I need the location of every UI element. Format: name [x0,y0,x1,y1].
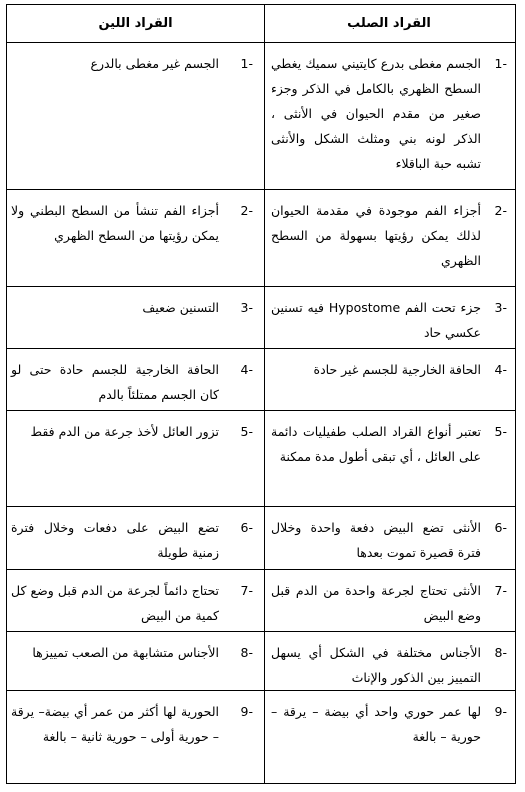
hard-text: الحافة الخارجية للجسم غير حادة [313,362,481,377]
row-number: 4- [494,362,507,377]
table-row [7,190,515,287]
hard-text: أجزاء الفم موجودة في مقدمة الحيوان لذلك يمكن رؤيتها بسهولة من السطح الظهري [271,203,481,268]
row-number: 7- [494,583,507,598]
hard-text: الأنثى تضع البيض دفعة واحدة وخلال فترة قصيرة تموت بعدها [271,520,481,560]
soft-text: الأجناس متشابهة من الصعب تمييزها [32,645,219,660]
table-row [7,570,515,632]
row-number: 2- [240,203,253,218]
hard-cell [263,349,515,410]
row-number: 6- [240,520,253,535]
hard-cell [263,43,515,189]
soft-cell [7,411,259,506]
hard-cell [263,632,515,690]
row-number: 1- [494,56,507,71]
table-row [7,691,515,783]
hard-cell [263,287,515,348]
soft-cell [7,507,259,569]
row-number: 3- [240,300,253,315]
soft-text: تزور العائل لأخذ جرعة من الدم فقط [30,424,219,439]
header-soft-ticks: القراد اللين [98,16,173,31]
soft-text: التسنين ضعيف [142,300,219,315]
soft-text: الحورية لها أكثر من عمر أي بيضة– يرقة – حورية أولى – حورية ثانية – بالغة [11,704,219,744]
soft-cell [7,43,259,189]
hard-cell [263,411,515,506]
table-row [7,411,515,507]
row-number: 8- [494,645,507,660]
header-hard-ticks: القراد الصلب [347,16,431,31]
row-number: 8- [240,645,253,660]
row-number: 9- [240,704,253,719]
hard-cell [263,190,515,286]
comparison-table [6,4,516,784]
table-row [7,349,515,411]
row-number: 9- [494,704,507,719]
soft-text: أجزاء الفم تنشأ من السطح البطني ولا يمكن رؤيتها من السطح الظهري [11,203,219,243]
hard-cell [263,570,515,631]
soft-cell [7,190,259,286]
soft-text: تحتاج دائماً لجرعة من الدم قبل وضع كل كمية من البيض [11,583,219,623]
table-row [7,507,515,570]
hard-text: الأجناس مختلفة في الشكل أي يسهل التمييز بين الذكور والإناث [271,645,481,685]
hard-text: الجسم مغطى بدرع كايتيني سميك يغطي السطح الظهري بالكامل في الذكر وجزء صغير من مقدم الحيوان في الأنثى ، الذكر لونه بني ومثلث الشكل والأنثى تشبه حبة الباقلاء [271,56,481,171]
table-row [7,43,515,190]
table-row [7,632,515,691]
soft-cell [7,691,259,783]
row-number: 5- [240,424,253,439]
row-number: 2- [494,203,507,218]
table-header [7,5,515,43]
hard-cell [263,691,515,783]
soft-cell [7,632,259,690]
row-number: 7- [240,583,253,598]
table-row [7,287,515,349]
row-number: 3- [494,300,507,315]
soft-cell [7,287,259,348]
hard-text: الأنثى تحتاج لجرعة واحدة من الدم قبل وضع البيض [271,583,481,623]
soft-cell [7,570,259,631]
soft-text: الحافة الخارجية للجسم حادة حتى لو كان الجسم ممتلئاً بالدم [11,362,219,402]
row-number: 5- [494,424,507,439]
hard-text: تعتبر أنواع القراد الصلب طفيليات دائمة على العائل ، أي تبقى أطول مدة ممكنة [271,424,481,464]
hard-text: جزء تحت الفم Hypostome فيه تسنين عكسي حاد [271,300,481,340]
row-number: 6- [494,520,507,535]
soft-cell [7,349,259,410]
hard-cell [263,507,515,569]
row-number: 1- [240,56,253,71]
hard-text: لها عمر حوري واحد أي بيضة – يرقة – حورية – بالغة [271,704,481,744]
soft-text: الجسم غير مغطى بالدرع [90,56,219,71]
soft-text: تضع البيض على دفعات وخلال فترة زمنية طويلة [11,520,219,560]
row-number: 4- [240,362,253,377]
